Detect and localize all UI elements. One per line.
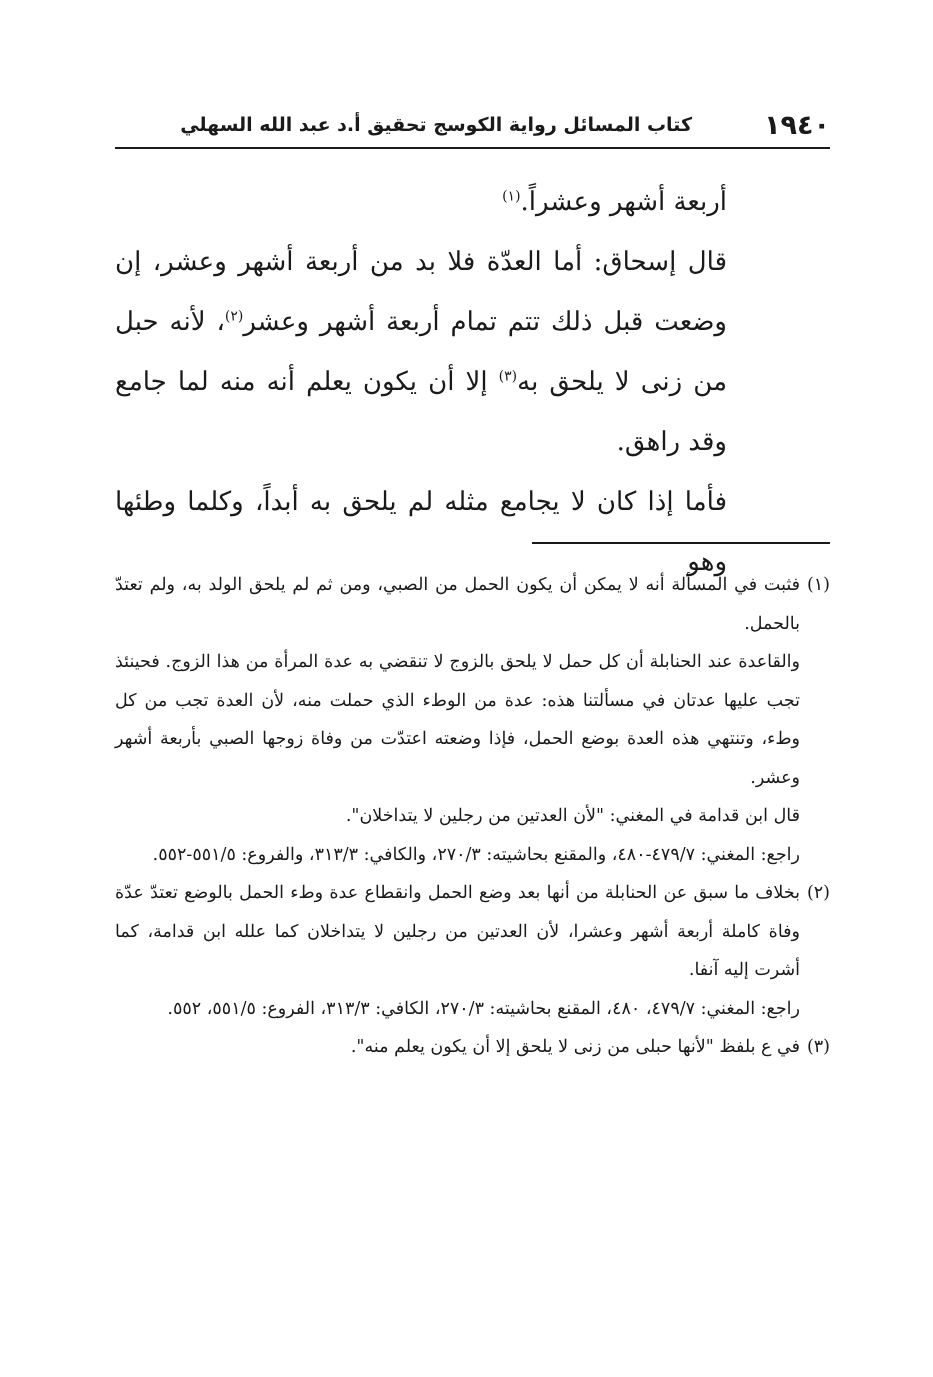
footnote-paragraph: في ع بلفظ "لأنها حبلى من زنى لا يلحق إلا أن يكون يعلم منه". [350, 1037, 800, 1057]
footnote-ref-2: (٢) [224, 308, 244, 325]
running-title: كتاب المسائل رواية الكوسج تحقيق أ.د عبد الله السهلي [180, 114, 692, 136]
body-paragraph-2-part-c: إلا أن يكون يعلم أنه منه لما جامع وقد راهق. [115, 367, 727, 457]
body-paragraph-1 [115, 172, 727, 232]
body-paragraph-2 [115, 232, 727, 472]
body-paragraph-1-text: أربعة أشهر وعشراً. [520, 187, 727, 217]
footnote-paragraph: راجع: المغني: ٤٧٩/٧-٤٨٠، والمقنع بحاشيته: ٢٧٠/٣، والكافي: ٣١٣/٣، والفروع: ٥٥١/٥-٥٥٢. [152, 844, 800, 865]
footnote-2 [115, 874, 830, 1028]
footnote-1 [115, 566, 830, 874]
footnote-number: (٣) [806, 1037, 830, 1057]
footnote-paragraph: فثبت في المسألة أنه لا يمكن أن يكون الحمل من الصبي، ومن ثم لم يلحق الولد به، ولم تعتدّ بالحمل. [115, 575, 800, 634]
running-header [115, 104, 830, 150]
body-paragraph-2-part-a: قال إسحاق: أما العدّة فلا بد من أربعة أشهر وعشر، إن وضعت قبل ذلك تتم تمام أربعة أشهر وعشر [115, 247, 727, 337]
footnote-paragraph: قال ابن قدامة في المغني: "لأن العدتين من رجلين لا يتداخلان". [345, 806, 800, 826]
footnote-ref-3: (٣) [498, 368, 518, 385]
body-paragraph-3: فأما إذا كان لا يجامع مثله لم يلحق به أبداً، وكلما وطئها وهو [115, 487, 727, 577]
footnote-paragraph: والقاعدة عند الحنابلة أن كل حمل لا يلحق بالزوج لا تنقضي به عدة المرأة من هذا الزوج. فحينئذ تجب عليها عدتان في مسألتنا هذه: عدة من الوطء الذي حملت منه، لأن العدة تجب من كل وطء، وتنتهي هذه العدة بوضع الحمل، فإذا وضعته اعتدّت من وفاة زوجها الصبي بأربعة أشهر وعشر. [115, 652, 800, 788]
footnote-paragraph: بخلاف ما سبق عن الحنابلة من أنها بعد وضع الحمل وانقطاع عدة وطء الحمل بالوضع تعتدّ عدّة وفاة كاملة أربعة أشهر وعشرا، لأن العدتين من رجلين لا يتداخلان كما علله ابن قدامة، كما أشرت إليه آنفا. [115, 883, 800, 980]
header-divider [115, 147, 830, 149]
footnote-divider [532, 542, 830, 544]
footnotes-section [115, 566, 830, 1067]
footnote-number: (١) [806, 575, 830, 595]
footnote-ref-1: (١) [502, 188, 521, 205]
body-paragraph-2-part-b: ، لأنه حبل من زنى لا يلحق به [115, 307, 728, 397]
footnote-3 [115, 1028, 830, 1067]
main-text [115, 172, 727, 592]
page-number: ١٩٤٠ [764, 110, 830, 141]
footnote-number: (٢) [806, 883, 830, 903]
footnote-paragraph: راجع: المغني: ٤٧٩/٧، ٤٨٠، المقنع بحاشيته: ٢٧٠/٣، الكافي: ٣١٣/٣، الفروع: ٥٥١/٥، ٥٥٢. [167, 998, 800, 1019]
